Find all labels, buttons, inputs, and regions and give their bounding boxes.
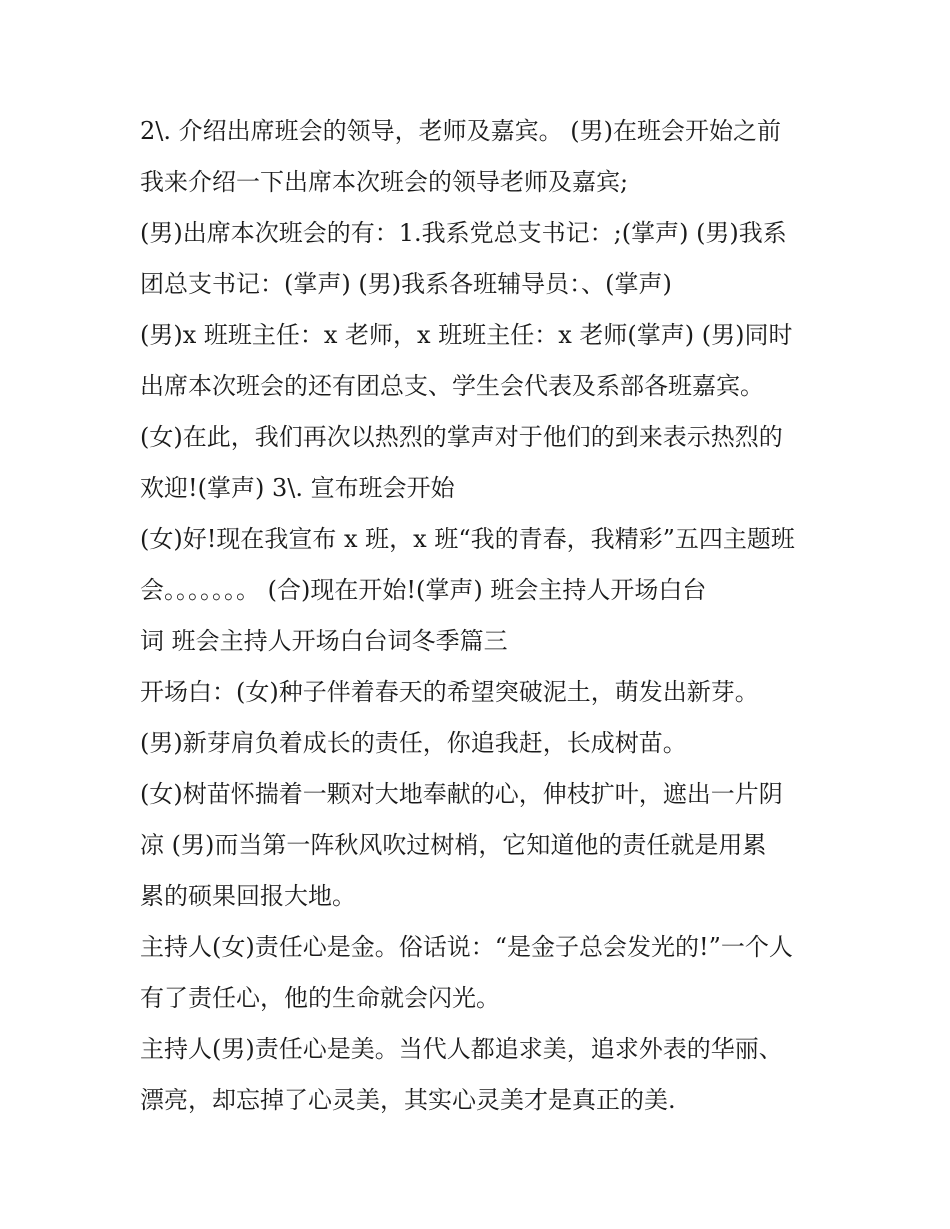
text-line: 主持人(女)责任心是金。俗话说：“是金子总会发光的!”一个人 [140, 933, 793, 961]
text-line: (男)新芽肩负着成长的责任，你追我赶，长成树苗。 [140, 729, 687, 757]
text-line: 开场白：(女)种子伴着春天的希望突破泥土，萌发出新芽。 [140, 678, 759, 706]
text-line: (女)在此，我们再次以热烈的掌声对于他们的到来表示热烈的 [140, 423, 783, 451]
text-line: 漂亮，却忘掉了心灵美，其实心灵美才是真正的美. [140, 1086, 676, 1114]
text-line: 累的硕果回报大地。 [140, 882, 356, 910]
text-line: (男)x 班班主任：x 老师，x 班班主任：x 老师(掌声) (男)同时 [140, 321, 793, 349]
text-line: 我来介绍一下出席本次班会的领导老师及嘉宾; [140, 168, 629, 196]
document-body [140, 106, 820, 1126]
text-line: 凉 (男)而当第一阵秋风吹过树梢，它知道他的责任就是用累 [140, 831, 767, 859]
text-line: 欢迎!(掌声) 3\. 宣布班会开始 [140, 474, 455, 502]
text-line: 主持人(男)责任心是美。当代人都追求美，追求外表的华丽、 [140, 1035, 783, 1063]
text-line: 有了责任心，他的生命就会闪光。 [140, 984, 500, 1012]
text-line: 2\. 介绍出席班会的领导，老师及嘉宾。 (男)在班会开始之前 [140, 117, 781, 145]
text-line: (女)好!现在我宣布 x 班，x 班“我的青春，我精彩”五四主题班 [140, 525, 795, 553]
text-line: 出席本次班会的还有团总支、学生会代表及系部各班嘉宾。 [140, 372, 764, 400]
text-line: (男)出席本次班会的有：1.我系党总支书记：;(掌声) (男)我系 [140, 219, 787, 247]
text-line: 会。。。。。。。 (合)现在开始!(掌声) 班会主持人开场白台 [140, 576, 707, 604]
text-line: 词 班会主持人开场白台词冬季篇三 [140, 627, 508, 655]
text-line: 团总支书记：(掌声) (男)我系各班辅导员：、(掌声) [140, 270, 672, 298]
text-line: (女)树苗怀揣着一颗对大地奉献的心，伸枝扩叶，遮出一片阴 [140, 780, 783, 808]
